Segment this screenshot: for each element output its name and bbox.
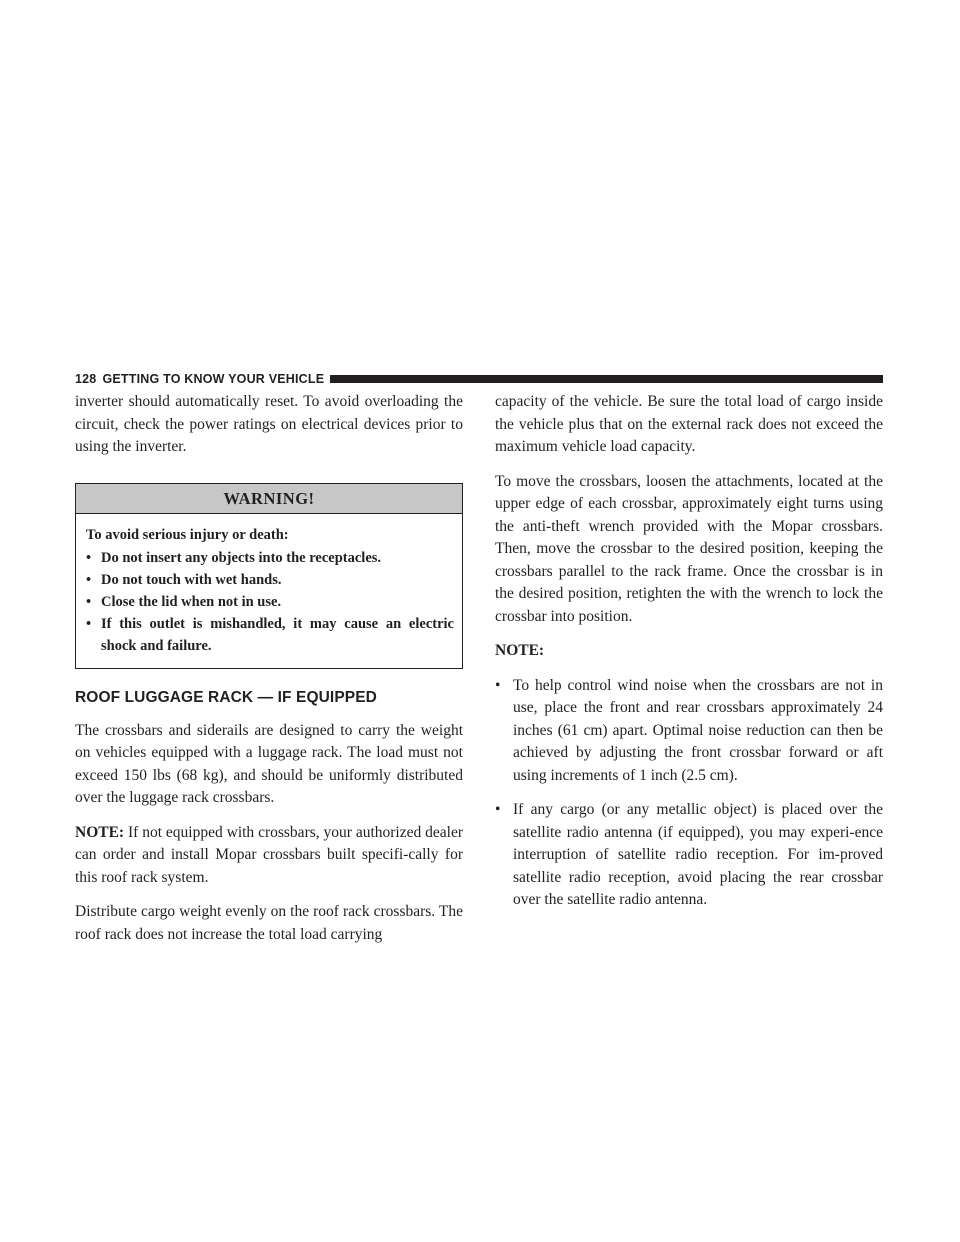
warning-box bbox=[75, 483, 463, 670]
note-heading: NOTE: bbox=[495, 642, 545, 659]
warning-item bbox=[86, 547, 454, 569]
note-text: If not equipped with crossbars, your authorized dealer can order and install Mopar crossbars built specifi-cally for this roof rack system. bbox=[75, 823, 463, 886]
right-column bbox=[495, 391, 883, 924]
page-number: 128 bbox=[75, 372, 97, 386]
note-paragraph bbox=[75, 822, 463, 890]
bullet-icon: • bbox=[86, 550, 92, 566]
warning-item-text: Close the lid when not in use. bbox=[101, 594, 282, 610]
warning-body bbox=[76, 514, 462, 668]
warning-lead: To avoid serious injury or death: bbox=[86, 527, 289, 543]
note-item bbox=[495, 799, 883, 912]
note-item bbox=[495, 675, 883, 788]
warning-item bbox=[86, 613, 454, 657]
note-label: NOTE: bbox=[75, 823, 125, 841]
warning-list bbox=[86, 547, 454, 657]
bullet-icon: • bbox=[86, 616, 92, 632]
header-rule bbox=[330, 375, 883, 383]
note-list bbox=[495, 675, 883, 912]
bullet-icon: • bbox=[495, 801, 501, 818]
warning-item bbox=[86, 591, 454, 613]
warning-title: WARNING! bbox=[76, 484, 462, 515]
body-paragraph: The crossbars and siderails are designed to carry the weight on vehicles equipped with a luggage rack. The load must not exceed 150 lbs (68 kg), and should be uniformly distributed over the luggage rack crossbars. bbox=[75, 721, 463, 806]
bullet-icon: • bbox=[86, 594, 92, 610]
note-item-text: If any cargo (or any metallic object) is placed over the satellite radio antenna (if equipped), you may experi-ence interruption of satellite radio reception. For im-proved satellite radio reception, avoid placing the rear crossbar over the satellite radio antenna. bbox=[513, 801, 883, 908]
page-header bbox=[75, 372, 883, 386]
warning-item-text: Do not insert any objects into the receptacles. bbox=[101, 550, 382, 566]
running-section-title: GETTING TO KNOW YOUR VEHICLE bbox=[102, 372, 325, 386]
warning-item-text: Do not touch with wet hands. bbox=[101, 572, 282, 588]
warning-item-text: If this outlet is mishandled, it may cause an electric shock and failure. bbox=[101, 616, 454, 654]
body-paragraph: Distribute cargo weight evenly on the roof rack crossbars. The roof rack does not increase the total load carrying bbox=[75, 903, 463, 943]
warning-item bbox=[86, 569, 454, 591]
intro-paragraph: inverter should automatically reset. To avoid overloading the circuit, check the power ratings on electrical devices prior to using the inverter. bbox=[75, 393, 463, 455]
left-column bbox=[75, 391, 463, 958]
section-heading: ROOF LUGGAGE RACK — IF EQUIPPED bbox=[75, 689, 377, 706]
note-item-text: To help control wind noise when the crossbars are not in use, place the front and rear crossbars approximately 24 inches (61 cm) apart. Optimal noise reduction can then be achieved by adjusting the front crossbar forward or aft using increments of 1 inch (2.5 cm). bbox=[513, 676, 883, 784]
body-paragraph: capacity of the vehicle. Be sure the total load of cargo inside the vehicle plus that on the external rack does not exceed the maximum vehicle load capacity. bbox=[495, 393, 883, 455]
body-paragraph: To move the crossbars, loosen the attachments, located at the upper edge of each crossbar, approximately eight turns using the anti-theft wrench provided with the Mopar crossbars. Then, move the crossbar to the desired position, keeping the crossbars parallel to the rack frame. Once the crossbar is in the desired position, retighten the with the wrench to lock the crossbar into position. bbox=[495, 472, 883, 625]
bullet-icon: • bbox=[86, 572, 92, 588]
bullet-icon: • bbox=[495, 676, 501, 694]
